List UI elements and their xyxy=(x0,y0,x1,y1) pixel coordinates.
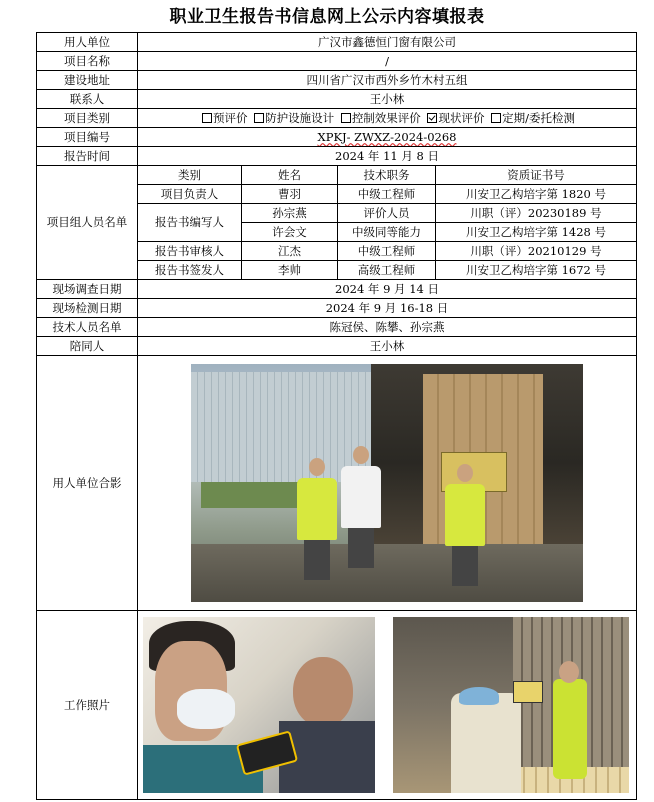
member-title: 评价人员 xyxy=(338,204,436,223)
disclosure-form-table xyxy=(36,32,637,800)
test-date-value: 2024 年 9 月 16-18 日 xyxy=(138,299,637,318)
option-periodic-testing: 定期/委托检测 xyxy=(502,110,575,125)
project-no-row xyxy=(37,128,637,147)
work-photo-label: 工作照片 xyxy=(37,611,138,800)
checkbox-control-effect[interactable] xyxy=(341,113,351,123)
address-value: 四川省广汉市西外乡竹木村五组 xyxy=(138,71,637,90)
member-title: 中级同等能力 xyxy=(338,223,436,242)
member-title: 中级工程师 xyxy=(338,242,436,261)
contact-label: 联系人 xyxy=(37,90,138,109)
member-title: 高级工程师 xyxy=(338,261,436,280)
member-name: 孙宗燕 xyxy=(242,204,338,223)
work-photo-cell xyxy=(138,611,637,800)
team-label: 项目组人员名单 xyxy=(37,166,138,280)
group-photo-image xyxy=(191,364,583,602)
checkbox-protection-design[interactable] xyxy=(254,113,264,123)
project-no-label: 项目编号 xyxy=(37,128,138,147)
category-label: 项目类别 xyxy=(37,109,138,128)
project-name-value: / xyxy=(138,52,637,71)
employer-label: 用人单位 xyxy=(37,33,138,52)
member-cert: 川职（评）20210129 号 xyxy=(436,242,637,261)
report-time-row xyxy=(37,147,637,166)
contact-value: 王小林 xyxy=(138,90,637,109)
test-date-row xyxy=(37,299,637,318)
member-name: 江杰 xyxy=(242,242,338,261)
team-header-cert: 资质证书号 xyxy=(436,166,637,185)
option-status-evaluation: 现状评价 xyxy=(438,110,485,125)
member-category: 报告书审核人 xyxy=(138,242,242,261)
option-pre-evaluation: 预评价 xyxy=(213,110,248,125)
survey-date-label: 现场调查日期 xyxy=(37,280,138,299)
member-cert: 川安卫乙构培字第 1428 号 xyxy=(436,223,637,242)
address-row xyxy=(37,71,637,90)
member-name: 李帅 xyxy=(242,261,338,280)
category-options xyxy=(138,109,637,128)
technicians-label: 技术人员名单 xyxy=(37,318,138,337)
group-photo-label: 用人单位合影 xyxy=(37,356,138,611)
employer-value: 广汉市鑫德恒门窗有限公司 xyxy=(138,33,637,52)
report-time-value: 2024 年 11 月 8 日 xyxy=(138,147,637,166)
checkbox-pre-evaluation[interactable] xyxy=(202,113,212,123)
page-title: 职业卫生报告书信息网上公示内容填报表 xyxy=(169,7,485,27)
member-name: 曹羽 xyxy=(242,185,338,204)
work-photo-row xyxy=(37,611,637,800)
project-name-row xyxy=(37,52,637,71)
checkbox-periodic-testing[interactable] xyxy=(491,113,501,123)
option-control-effect: 控制效果评价 xyxy=(351,110,421,125)
project-name-label: 项目名称 xyxy=(37,52,138,71)
contact-row xyxy=(37,90,637,109)
team-header-category: 类别 xyxy=(138,166,242,185)
address-label: 建设地址 xyxy=(37,71,138,90)
group-photo-row xyxy=(37,356,637,611)
work-photo-image-2 xyxy=(393,617,629,793)
member-cert: 川安卫乙构培字第 1820 号 xyxy=(436,185,637,204)
member-category: 项目负责人 xyxy=(138,185,242,204)
member-cert: 川职（评）20230189 号 xyxy=(436,204,637,223)
group-photo-cell xyxy=(138,356,637,611)
escort-value: 王小林 xyxy=(138,337,637,356)
member-title: 中级工程师 xyxy=(338,185,436,204)
checkbox-status-evaluation[interactable] xyxy=(427,113,437,123)
work-photo-image-1 xyxy=(143,617,375,793)
member-category: 报告书编写人 xyxy=(138,204,242,242)
technicians-value: 陈冠侯、陈攀、孙宗燕 xyxy=(138,318,637,337)
survey-date-row xyxy=(37,280,637,299)
escort-label: 陪同人 xyxy=(37,337,138,356)
survey-date-value: 2024 年 9 月 14 日 xyxy=(138,280,637,299)
team-header-title: 技术职务 xyxy=(338,166,436,185)
employer-row xyxy=(37,33,637,52)
member-category: 报告书签发人 xyxy=(138,261,242,280)
test-date-label: 现场检测日期 xyxy=(37,299,138,318)
member-cert: 川安卫乙构培字第 1672 号 xyxy=(436,261,637,280)
category-row xyxy=(37,109,637,128)
project-no-value: XPKJ- ZWXZ-2024-0268 xyxy=(138,128,637,147)
technicians-row xyxy=(37,318,637,337)
report-time-label: 报告时间 xyxy=(37,147,138,166)
member-name: 许会文 xyxy=(242,223,338,242)
escort-row xyxy=(37,337,637,356)
team-header-row xyxy=(37,166,637,185)
option-protection-design: 防护设施设计 xyxy=(265,110,335,125)
team-header-name: 姓名 xyxy=(242,166,338,185)
